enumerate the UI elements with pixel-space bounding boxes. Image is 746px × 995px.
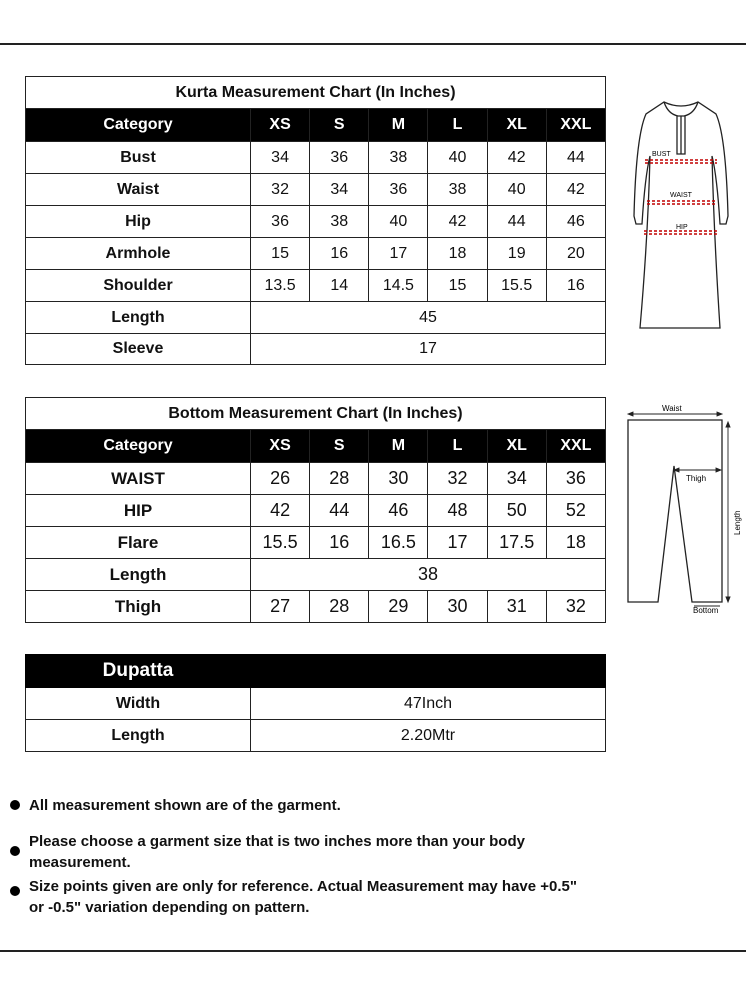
header-cell: Category [26, 109, 251, 142]
bottom-diagram [622, 402, 746, 620]
table-row [26, 688, 606, 720]
row-label: Hip [26, 206, 251, 238]
table-cell: 14 [310, 270, 369, 302]
row-label: Shoulder [26, 270, 251, 302]
bottom-rule [0, 950, 746, 952]
header-cell: M [369, 430, 428, 463]
header-cell: XL [487, 109, 546, 142]
waist-measure-label: Waist [662, 404, 682, 413]
table-cell: 36 [546, 463, 605, 495]
table-cell: 42 [487, 142, 546, 174]
table-cell: 46 [546, 206, 605, 238]
table-cell: 32 [428, 463, 487, 495]
table-cell: 40 [428, 142, 487, 174]
table-cell: 13.5 [251, 270, 310, 302]
note-text: Size points given are only for reference. Actual Measurement may have +0.5" or -0.5" variation depending on pattern. [29, 878, 578, 916]
table-cell: 16 [310, 527, 369, 559]
dupatta-table [25, 654, 606, 752]
table-cell: 45 [251, 302, 606, 334]
waist-label: WAIST [670, 192, 692, 199]
bust-label: BUST [652, 151, 671, 158]
table-row [26, 270, 606, 302]
table-cell: 36 [369, 174, 428, 206]
length-measure-label: Length [733, 510, 742, 535]
table-cell: 36 [251, 206, 310, 238]
table-cell: 34 [310, 174, 369, 206]
row-label: HIP [26, 495, 251, 527]
dupatta-title: Dupatta [26, 655, 251, 688]
table-cell: 17.5 [487, 527, 546, 559]
table-cell: 38 [251, 559, 606, 591]
header-cell: XXL [546, 430, 605, 463]
table-cell: 18 [546, 527, 605, 559]
table-row [26, 302, 606, 334]
kurta-chart-title: Kurta Measurement Chart (In Inches) [26, 77, 606, 109]
bullet-icon [10, 886, 20, 896]
bottom-chart-title: Bottom Measurement Chart (In Inches) [26, 398, 606, 430]
table-cell: 16 [310, 238, 369, 270]
table-cell: 27 [251, 591, 310, 623]
table-cell: 40 [369, 206, 428, 238]
row-label: Sleeve [26, 334, 251, 365]
table-cell: 48 [428, 495, 487, 527]
table-cell: 16.5 [369, 527, 428, 559]
table-cell: 52 [546, 495, 605, 527]
row-label: Armhole [26, 238, 251, 270]
row-label: Thigh [26, 591, 251, 623]
table-row [26, 334, 606, 365]
table-row [26, 238, 606, 270]
table-cell: 18 [428, 238, 487, 270]
table-cell: 40 [487, 174, 546, 206]
kurta-diagram [628, 96, 734, 332]
table-cell: 42 [428, 206, 487, 238]
row-label: Length [26, 559, 251, 591]
table-row [26, 463, 606, 495]
header-cell: M [369, 109, 428, 142]
table-cell: 31 [487, 591, 546, 623]
table-cell: 29 [369, 591, 428, 623]
header-cell: XXL [546, 109, 605, 142]
table-cell: 32 [546, 591, 605, 623]
table-cell: 44 [546, 142, 605, 174]
note-text: All measurement shown are of the garment. [29, 797, 341, 814]
table-cell: 28 [310, 591, 369, 623]
table-cell: 38 [428, 174, 487, 206]
table-cell: 36 [310, 142, 369, 174]
header-cell: S [310, 109, 369, 142]
thigh-measure-label: Thigh [686, 474, 707, 483]
row-label: Length [26, 302, 251, 334]
dupatta-header-fill [251, 655, 606, 688]
header-cell: Category [26, 430, 251, 463]
table-cell: 30 [369, 463, 428, 495]
table-row [26, 206, 606, 238]
note-text: Please choose a garment size that is two inches more than your body measurement. [29, 833, 525, 871]
table-cell: 16 [546, 270, 605, 302]
table-cell: 44 [310, 495, 369, 527]
table-cell: 42 [251, 495, 310, 527]
header-cell: L [428, 109, 487, 142]
table-cell: 42 [546, 174, 605, 206]
bullet-icon [10, 800, 20, 810]
table-cell: 46 [369, 495, 428, 527]
table-cell: 19 [487, 238, 546, 270]
table-cell: 17 [251, 334, 606, 365]
table-row [26, 720, 606, 752]
table-cell: 47Inch [251, 688, 606, 720]
table-cell: 15 [251, 238, 310, 270]
header-cell: XL [487, 430, 546, 463]
header-cell: S [310, 430, 369, 463]
table-row [26, 142, 606, 174]
table-cell: 26 [251, 463, 310, 495]
table-cell: 15.5 [487, 270, 546, 302]
header-cell: L [428, 430, 487, 463]
table-cell: 34 [251, 142, 310, 174]
bottom-measure-label: Bottom [693, 606, 719, 615]
table-row [26, 591, 606, 623]
row-label: Flare [26, 527, 251, 559]
table-cell: 15.5 [251, 527, 310, 559]
kurta-measurement-table [25, 76, 606, 365]
header-cell: XS [251, 430, 310, 463]
row-label: Length [26, 720, 251, 752]
row-label: Bust [26, 142, 251, 174]
row-label: WAIST [26, 463, 251, 495]
table-cell: 20 [546, 238, 605, 270]
table-row [26, 559, 606, 591]
table-row [26, 527, 606, 559]
table-cell: 44 [487, 206, 546, 238]
table-row [26, 495, 606, 527]
top-rule [0, 43, 746, 45]
table-cell: 15 [428, 270, 487, 302]
hip-label: HIP [676, 224, 688, 231]
table-cell: 38 [369, 142, 428, 174]
row-label: Waist [26, 174, 251, 206]
table-cell: 28 [310, 463, 369, 495]
header-cell: XS [251, 109, 310, 142]
table-cell: 17 [428, 527, 487, 559]
table-cell: 50 [487, 495, 546, 527]
table-cell: 17 [369, 238, 428, 270]
table-row [26, 174, 606, 206]
table-cell: 30 [428, 591, 487, 623]
table-cell: 32 [251, 174, 310, 206]
table-cell: 2.20Mtr [251, 720, 606, 752]
bullet-icon [10, 846, 20, 856]
table-cell: 34 [487, 463, 546, 495]
row-label: Width [26, 688, 251, 720]
table-cell: 38 [310, 206, 369, 238]
bottom-measurement-table [25, 397, 606, 623]
table-cell: 14.5 [369, 270, 428, 302]
